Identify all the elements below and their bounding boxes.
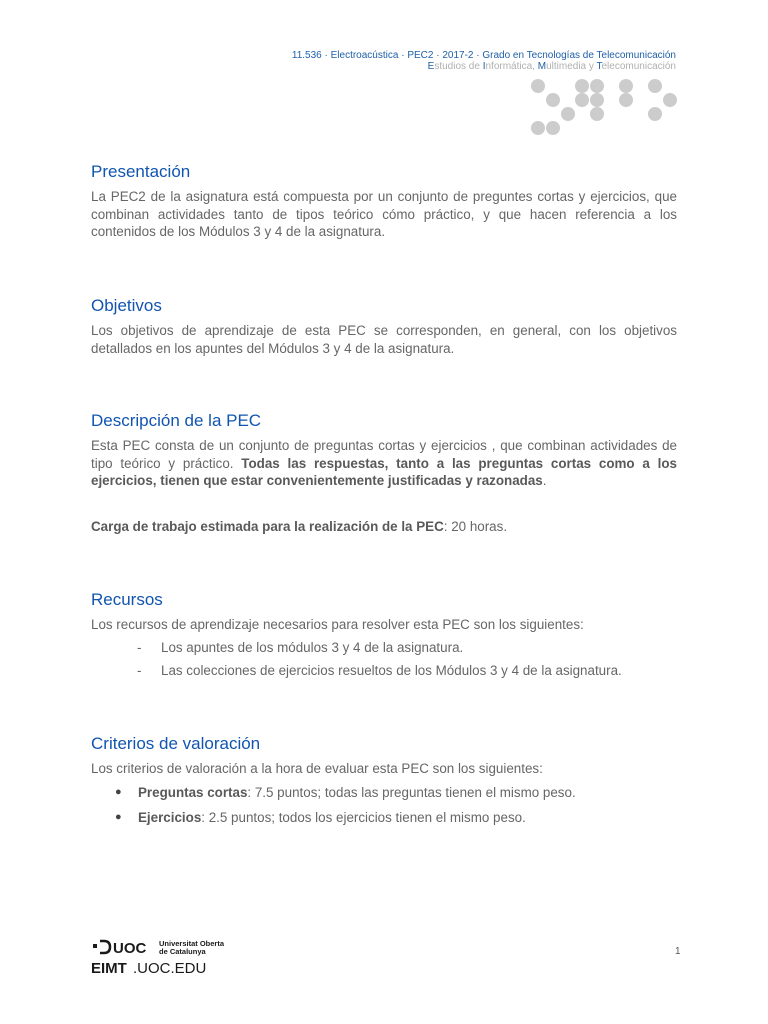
list-item	[91, 805, 677, 830]
criterio-2-bold: Ejercicios	[138, 810, 202, 825]
logo-eimt: EIMT	[91, 960, 127, 977]
logo-uoc-text: UOC	[113, 940, 147, 957]
recursos-item-2: Las colecciones de ejercicios resueltos de los Módulos 3 y 4 de la asignatura.	[161, 663, 622, 678]
header-cap-e: E	[427, 61, 435, 72]
header-word-e: studios de	[434, 61, 483, 72]
carga-rest: : 20 horas.	[443, 519, 508, 534]
heading-objetivos: Objetivos	[91, 296, 162, 315]
logo-domain: .UOC.EDU	[133, 960, 207, 977]
descripcion-end: .	[542, 473, 547, 488]
header-title: 11.536 · Electroacústica · PEC2 · 2017-2 · Grado en Tecnologías de Telecomunicación	[291, 50, 676, 61]
header-word-t: elecomunicación	[601, 61, 676, 72]
text-objetivos: Los objetivos de aprendizaje de esta PEC se corresponden, en general, con los objetivos detallados en los apuntes del Módulos 3 y 4 de la asignatura.	[91, 323, 677, 356]
heading-criterios: Criterios de valoración	[91, 734, 261, 753]
list-item	[91, 780, 677, 805]
dash-marker-icon: -	[137, 640, 142, 655]
descripcion-bold: Todas las respuestas, tanto a las preguntas cortas como a los ejercicios, tienen que estar convenientemente justificadas y razonadas	[91, 455, 678, 488]
descripcion-plain: Esta PEC consta de un conjunto de preguntas cortas y ejercicios , que combinan actividades de tipo teórico y práctico.	[91, 438, 677, 471]
recursos-item-1: Los apuntes de los módulos 3 y 4 de la asignatura.	[161, 640, 464, 655]
page-number: 1	[675, 946, 681, 957]
text-recursos-intro: Los recursos de aprendizaje necesarios para resolver esta PEC son los siguientes:	[91, 617, 584, 632]
heading-presentacion: Presentación	[91, 162, 191, 181]
text-criterios-intro: Los criterios de valoración a la hora de evaluar esta PEC son los siguientes:	[91, 761, 543, 776]
header-word-i: nformática,	[485, 61, 538, 72]
list-item	[91, 636, 677, 659]
header-cap-t: T	[596, 61, 602, 72]
uoc-logo	[91, 938, 251, 978]
heading-recursos: Recursos	[91, 590, 163, 609]
list-item	[91, 659, 677, 682]
criterio-2-rest: : 2.5 puntos; todos los ejercicios tienen el mismo peso.	[201, 810, 526, 825]
text-carga	[91, 518, 677, 536]
logo-univ-line1: Universitat Oberta	[159, 939, 225, 948]
carga-bold: Carga de trabajo estimada para la realización de la PEC	[91, 519, 444, 534]
heading-descripcion: Descripción de la PEC	[91, 411, 262, 430]
recursos-list	[91, 636, 677, 682]
header-word-m: ultimedia y	[546, 61, 597, 72]
dash-marker-icon: -	[137, 663, 142, 678]
logo-univ-line2: de Catalunya	[159, 947, 206, 956]
bullet-icon: ●	[115, 811, 122, 823]
criterio-1-bold: Preguntas cortas	[138, 785, 248, 800]
criterio-1-rest: : 7.5 puntos; todas las preguntas tienen el mismo peso.	[247, 785, 576, 800]
criterios-list	[91, 780, 677, 830]
text-presentacion: La PEC2 de la asignatura está compuesta por un conjunto de preguntes cortas y ejercicios, que combinan actividades tanto de tipos teórico cómo práctico, y que hacen referencia a los contenidos de los Módulos 3 y 4 de la asignatura.	[91, 189, 677, 239]
decorative-dots-icon	[0, 0, 768, 140]
header-cap-i: I	[482, 61, 486, 72]
text-descripcion	[91, 437, 677, 490]
header-cap-m: M	[537, 61, 547, 72]
bullet-icon: ●	[115, 786, 122, 798]
